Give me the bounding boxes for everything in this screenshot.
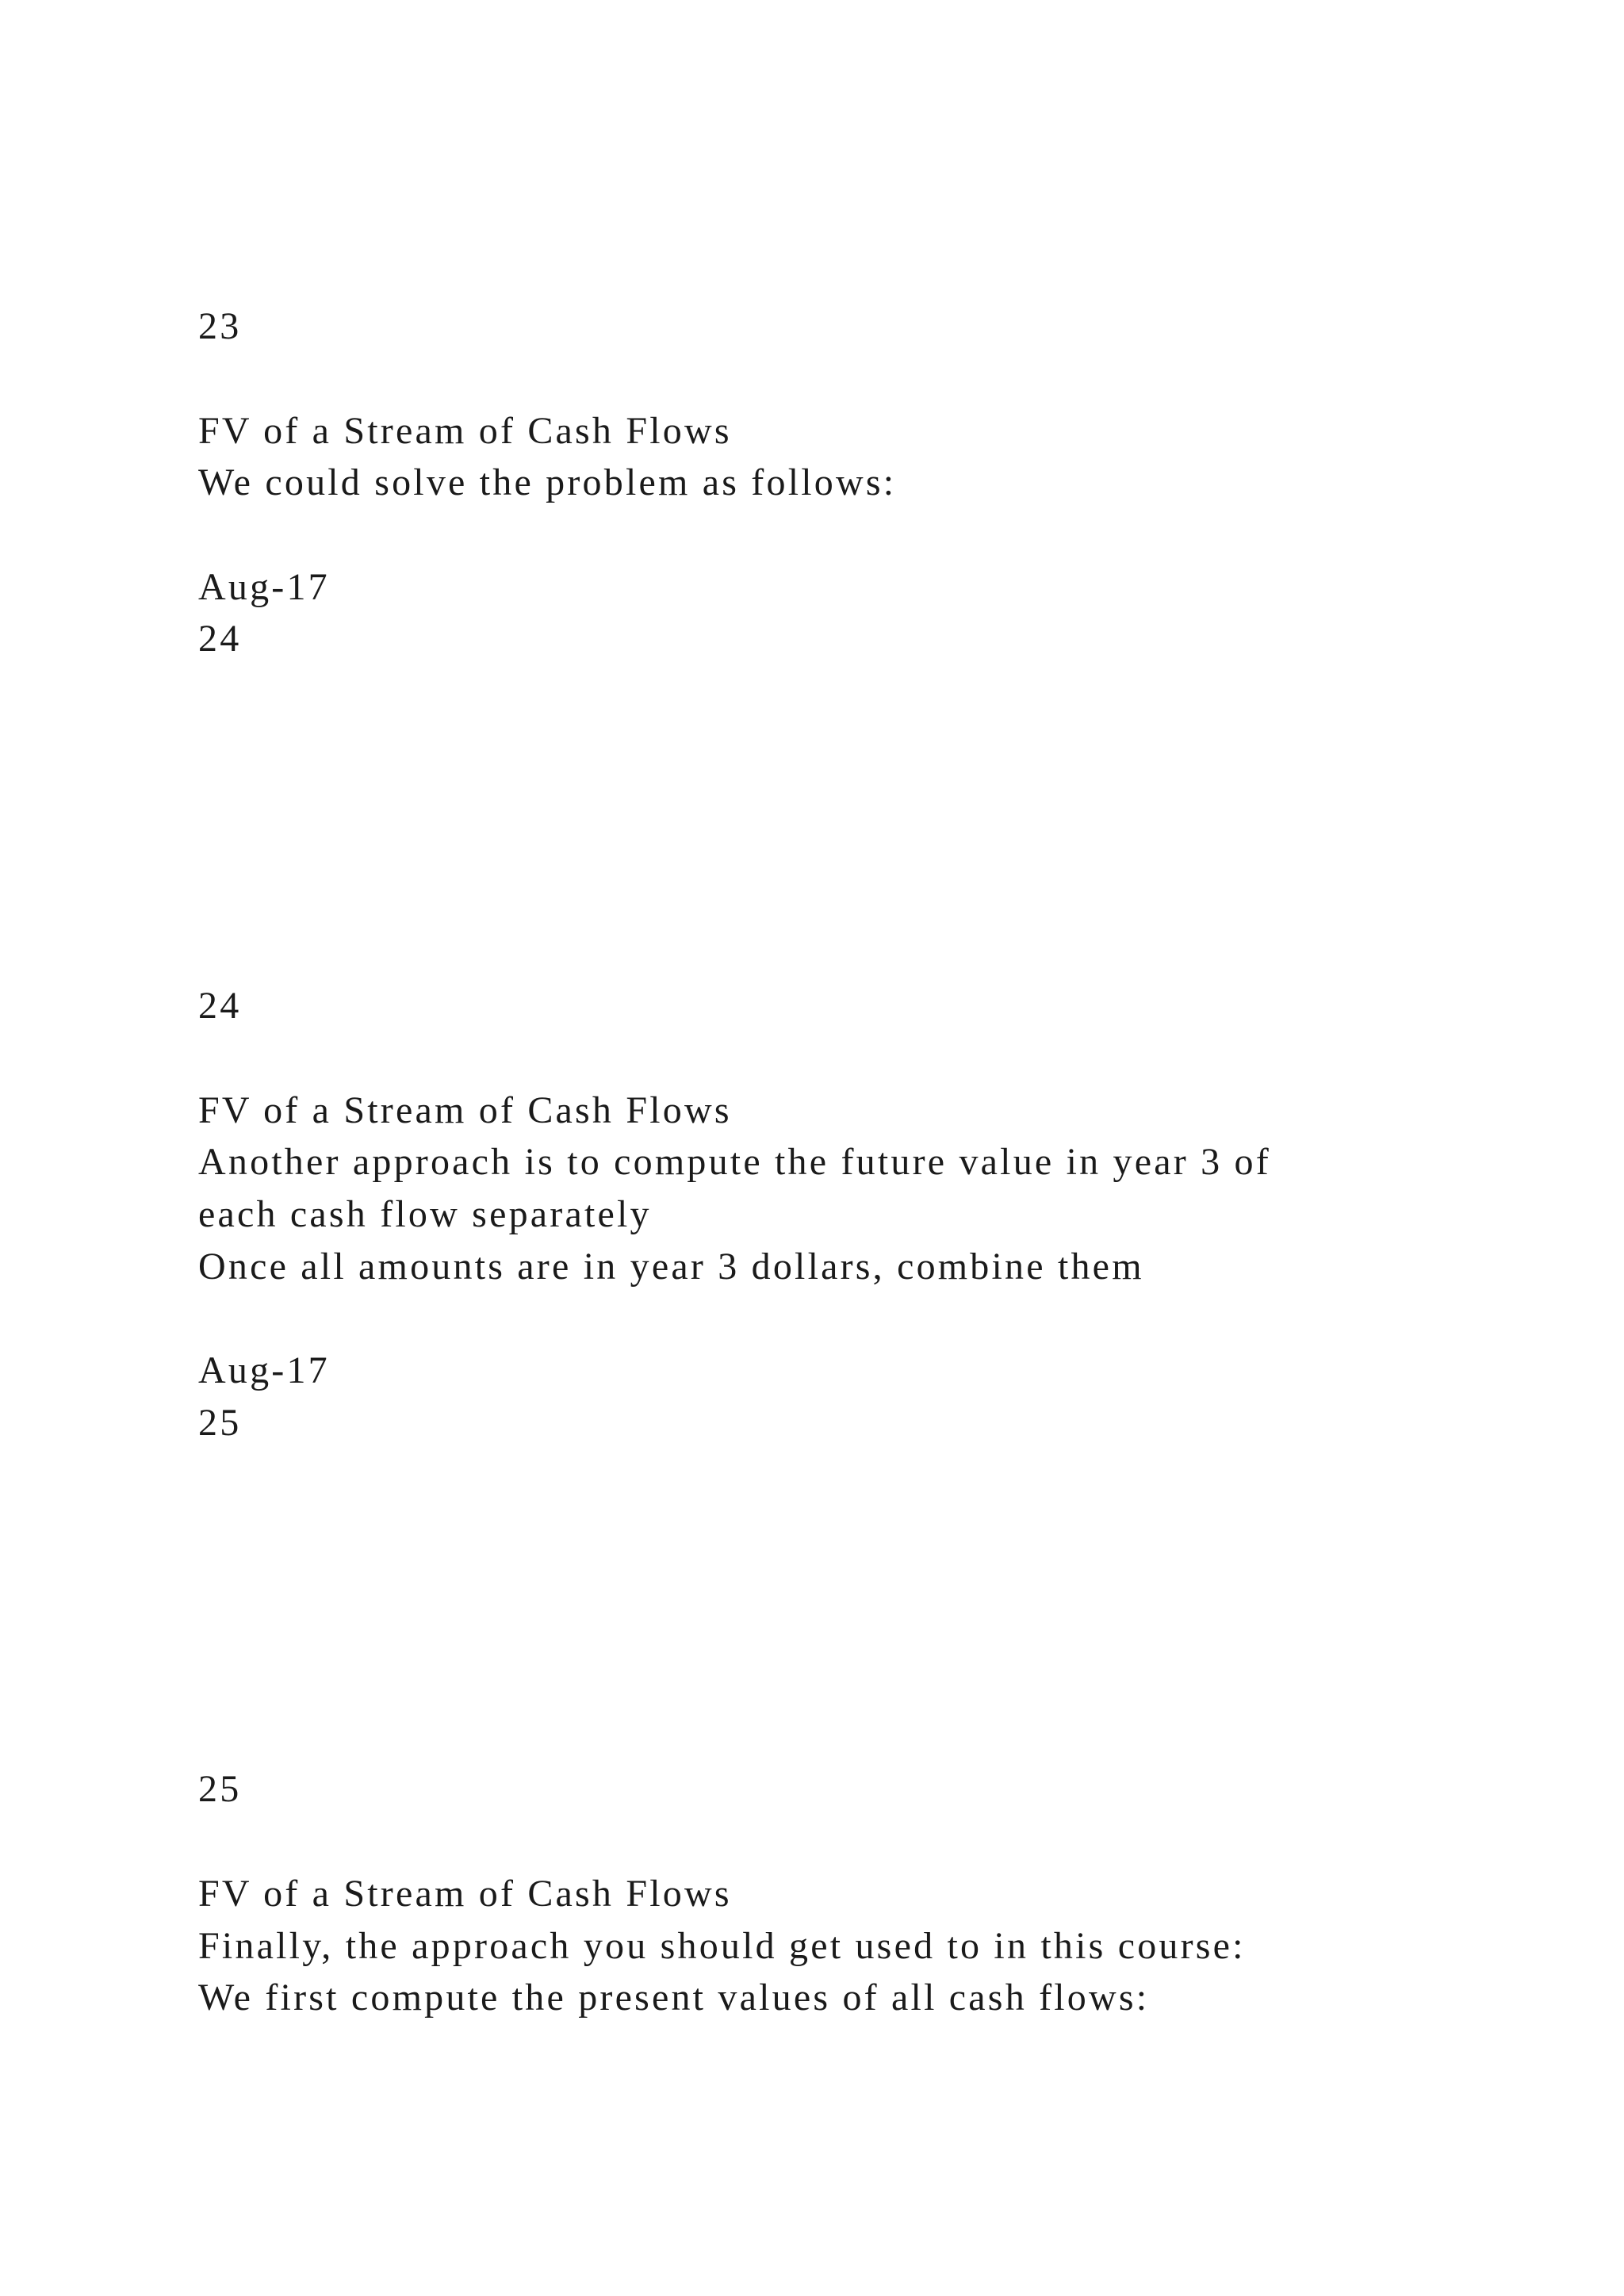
body-line: Once all amounts are in year 3 dollars, combine them (198, 1246, 1144, 1288)
slide-title: FV of a Stream of Cash Flows (198, 410, 732, 452)
footer-date: Aug-17 (198, 1349, 330, 1391)
slide-number: 25 (198, 1768, 242, 1810)
slide-number: 24 (198, 985, 242, 1027)
slide-title: FV of a Stream of Cash Flows (198, 1873, 732, 1915)
body-line: We first compute the present values of all cash flows: (198, 1976, 1150, 2019)
footer-page-number: 25 (198, 1402, 242, 1444)
footer-page-number: 24 (198, 618, 242, 660)
slide-title: FV of a Stream of Cash Flows (198, 1089, 732, 1131)
body-line: each cash flow separately (198, 1193, 652, 1235)
footer-date: Aug-17 (198, 566, 330, 608)
body-line: Finally, the approach you should get used to in this course: (198, 1925, 1246, 1967)
body-line: We could solve the problem as follows: (198, 461, 897, 503)
body-line: Another approach is to compute the future value in year 3 of (198, 1141, 1271, 1183)
slide-number: 23 (198, 305, 242, 347)
